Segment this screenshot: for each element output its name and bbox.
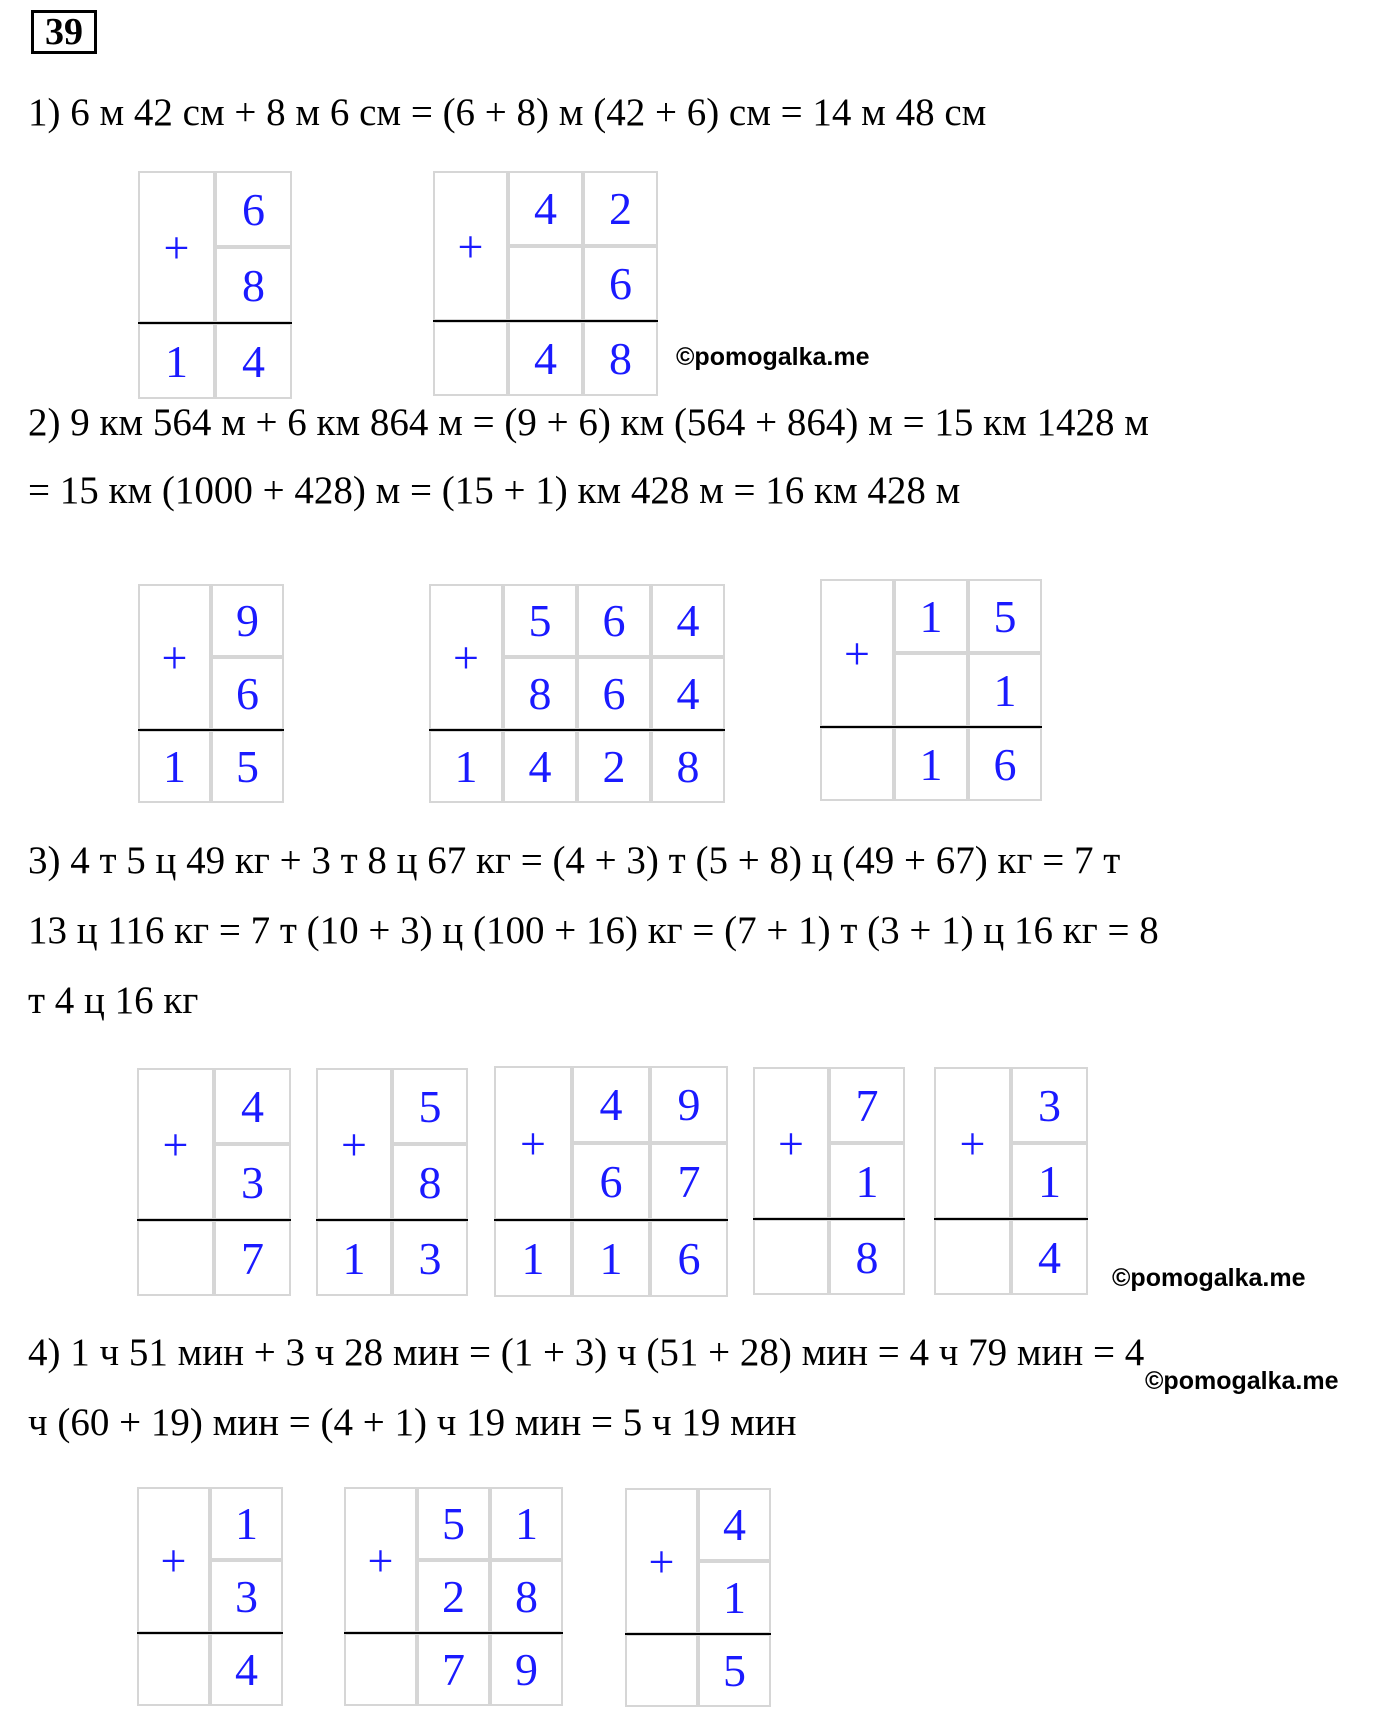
plus-sign: + (844, 627, 870, 679)
sum-line (625, 1633, 771, 1635)
result-digit-cell: 6 (968, 727, 1042, 801)
result-digit-cell (344, 1633, 417, 1706)
plus-sign: + (161, 631, 188, 683)
sum-line (820, 726, 1042, 728)
digit-cell: 2 (417, 1560, 490, 1633)
task-number-badge: 39 (31, 10, 97, 54)
digit-cell: 6 (572, 1143, 650, 1220)
sum-line (494, 1219, 728, 1221)
column-addition (429, 584, 725, 803)
result-digit-cell: 2 (577, 730, 651, 803)
digit-cell: 4 (508, 171, 583, 246)
expression-line-5: 13 ц 116 кг = 7 т (10 + 3) ц (100 + 16) кг = (7 + 1) т (3 + 1) ц 16 кг = 8 (28, 909, 1159, 952)
result-digit-cell: 6 (650, 1220, 728, 1297)
result-digit-cell: 7 (417, 1633, 490, 1706)
plus-sign: + (648, 1535, 675, 1587)
column-addition (138, 171, 292, 399)
plus-sign: + (162, 1118, 189, 1170)
result-digit-cell: 9 (490, 1633, 563, 1706)
expression-line-6: т 4 ц 16 кг (28, 979, 199, 1022)
column-addition (344, 1487, 563, 1706)
digit-cell: 1 (210, 1487, 283, 1560)
digit-cell: 4 (214, 1068, 291, 1144)
sum-line (316, 1219, 468, 1221)
digit-cell: 9 (211, 584, 284, 657)
digit-cell: 8 (503, 657, 577, 730)
expression-line-2: 2) 9 км 564 м + 6 км 864 м = (9 + 6) км (564 + 864) м = 15 км 1428 м (28, 401, 1149, 444)
sum-line (344, 1632, 563, 1634)
watermark: ©pomogalka.me (676, 343, 870, 371)
digit-cell (508, 246, 583, 321)
column-addition (820, 579, 1042, 801)
result-digit-cell: 1 (138, 730, 211, 803)
digit-cell: 7 (829, 1067, 905, 1143)
column-addition (753, 1067, 905, 1295)
result-digit-cell: 1 (138, 323, 215, 399)
plus-sign: + (457, 220, 484, 272)
digit-cell: 1 (1011, 1143, 1088, 1219)
result-digit-cell: 4 (503, 730, 577, 803)
digit-cell (894, 653, 968, 727)
digit-cell: 7 (650, 1143, 728, 1220)
digit-cell: 3 (1011, 1067, 1088, 1143)
result-digit-cell: 1 (572, 1220, 650, 1297)
digit-cell: 1 (698, 1561, 771, 1634)
digit-cell: 5 (392, 1068, 468, 1144)
result-digit-cell (753, 1219, 829, 1295)
result-digit-cell: 8 (829, 1219, 905, 1295)
digit-cell: 4 (651, 657, 725, 730)
result-digit-cell: 7 (214, 1220, 291, 1296)
column-addition (137, 1487, 283, 1706)
column-addition (433, 171, 658, 396)
result-digit-cell (433, 321, 508, 396)
digit-cell: 5 (503, 584, 577, 657)
digit-cell: 2 (583, 171, 658, 246)
watermark: ©pomogalka.me (1112, 1264, 1306, 1292)
digit-cell: 5 (417, 1487, 490, 1560)
plus-sign: + (163, 221, 190, 273)
expression-line-8: ч (60 + 19) мин = (4 + 1) ч 19 мин = 5 ч 19 мин (28, 1401, 797, 1444)
column-addition (138, 584, 284, 803)
column-addition (494, 1066, 728, 1297)
plus-sign: + (959, 1117, 986, 1169)
digit-cell: 1 (490, 1487, 563, 1560)
digit-cell: 6 (577, 657, 651, 730)
digit-cell: 6 (583, 246, 658, 321)
digit-cell: 4 (572, 1066, 650, 1143)
digit-cell: 9 (650, 1066, 728, 1143)
result-digit-cell (137, 1633, 210, 1706)
plus-sign: + (160, 1534, 187, 1586)
digit-cell: 1 (829, 1143, 905, 1219)
result-digit-cell: 4 (210, 1633, 283, 1706)
result-digit-cell: 1 (316, 1220, 392, 1296)
digit-cell: 6 (211, 657, 284, 730)
result-digit-cell: 1 (429, 730, 503, 803)
expression-line-4: 3) 4 т 5 ц 49 кг + 3 т 8 ц 67 кг = (4 + 3) т (5 + 8) ц (49 + 67) кг = 7 т (28, 839, 1121, 882)
plus-sign: + (341, 1118, 367, 1170)
digit-cell: 1 (968, 653, 1042, 727)
expression-line-3: = 15 км (1000 + 428) м = (15 + 1) км 428 м = 16 км 428 м (28, 469, 961, 512)
sum-line (934, 1218, 1088, 1220)
plus-sign: + (367, 1534, 394, 1586)
sum-line (137, 1219, 291, 1221)
result-digit-cell (625, 1634, 698, 1707)
column-addition (137, 1068, 291, 1296)
sum-line (138, 729, 284, 731)
result-digit-cell (934, 1219, 1011, 1295)
sum-line (753, 1218, 905, 1220)
result-digit-cell: 8 (583, 321, 658, 396)
digit-cell: 8 (490, 1560, 563, 1633)
sum-line (137, 1632, 283, 1634)
sum-line (433, 320, 658, 322)
plus-sign: + (520, 1117, 546, 1169)
column-addition (934, 1067, 1088, 1295)
result-digit-cell: 1 (894, 727, 968, 801)
result-digit-cell (820, 727, 894, 801)
column-addition (625, 1488, 771, 1707)
expression-line-7: 4) 1 ч 51 мин + 3 ч 28 мин = (1 + 3) ч (51 + 28) мин = 4 ч 79 мин = 4 (28, 1331, 1145, 1374)
digit-cell: 3 (210, 1560, 283, 1633)
result-digit-cell: 4 (508, 321, 583, 396)
digit-cell: 4 (651, 584, 725, 657)
digit-cell: 6 (215, 171, 292, 247)
result-digit-cell: 5 (211, 730, 284, 803)
result-digit-cell: 3 (392, 1220, 468, 1296)
plus-sign: + (778, 1117, 804, 1169)
column-addition (316, 1068, 468, 1296)
watermark: ©pomogalka.me (1145, 1367, 1339, 1395)
result-digit-cell: 5 (698, 1634, 771, 1707)
expression-line-1: 1) 6 м 42 см + 8 м 6 см = (6 + 8) м (42 + 6) см = 14 м 48 см (28, 91, 987, 134)
sum-line (138, 322, 292, 324)
digit-cell: 6 (577, 584, 651, 657)
digit-cell: 8 (392, 1144, 468, 1220)
result-digit-cell: 1 (494, 1220, 572, 1297)
digit-cell: 4 (698, 1488, 771, 1561)
result-digit-cell: 4 (1011, 1219, 1088, 1295)
result-digit-cell: 4 (215, 323, 292, 399)
digit-cell: 5 (968, 579, 1042, 653)
digit-cell: 3 (214, 1144, 291, 1220)
result-digit-cell: 8 (651, 730, 725, 803)
digit-cell: 1 (894, 579, 968, 653)
sum-line (429, 729, 725, 731)
result-digit-cell (137, 1220, 214, 1296)
plus-sign: + (453, 631, 479, 683)
digit-cell: 8 (215, 247, 292, 323)
